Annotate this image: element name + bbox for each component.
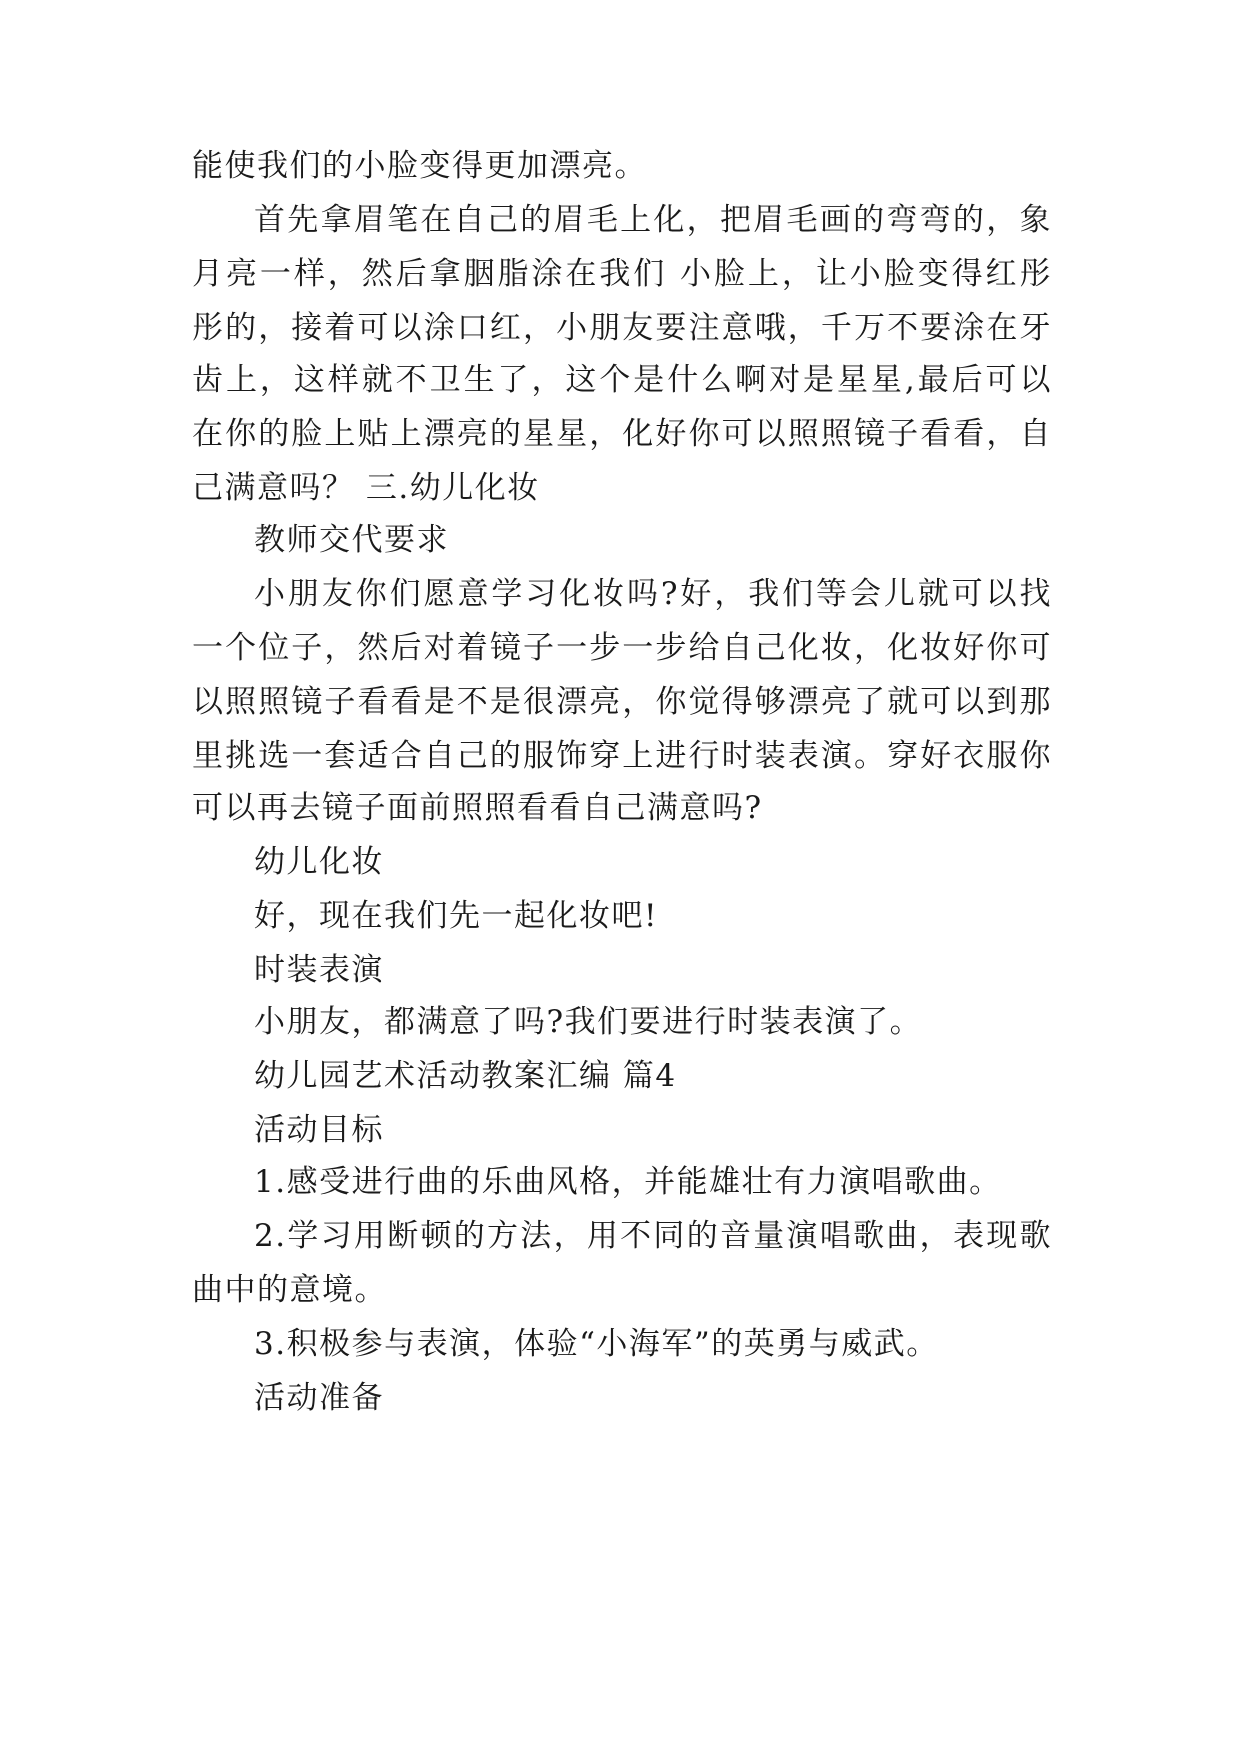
paragraph-line: 小朋友你们愿意学习化妆吗?好，我们等会儿就可以找 <box>254 576 1052 612</box>
text-line: 己满意吗？ 三.幼儿化妆 <box>192 470 540 506</box>
list-item: 1.感受进行曲的乐曲风格，并能雄壮有力演唱歌曲。 <box>254 1164 1002 1200</box>
text-line: 可以再去镜子面前照照看看自己满意吗? <box>192 790 763 826</box>
text-line: 以照照镜子看看是不是很漂亮，你觉得够漂亮了就可以到那 <box>192 684 1052 720</box>
heading-line: 活动准备 <box>254 1380 384 1416</box>
heading-line: 时装表演 <box>254 952 384 988</box>
text-line: 在你的脸上贴上漂亮的星星，化好你可以照照镜子看看，自 <box>192 416 1052 452</box>
paragraph-line: 好，现在我们先一起化妆吧! <box>254 898 658 934</box>
heading-line: 教师交代要求 <box>254 522 449 558</box>
text-line: 彤的，接着可以涂口红，小朋友要注意哦，千万不要涂在牙 <box>192 310 1052 346</box>
section-title: 幼儿园艺术活动教案汇编 篇4 <box>254 1058 677 1094</box>
text-line: 月亮一样，然后拿胭脂涂在我们 小脸上，让小脸变得红彤 <box>192 256 1052 292</box>
list-item: 3.积极参与表演，体验“小海军”的英勇与威武。 <box>254 1326 939 1362</box>
list-item: 2.学习用断顿的方法，用不同的音量演唱歌曲，表现歌 <box>254 1218 1052 1254</box>
text-line: 一个位子，然后对着镜子一步一步给自己化妆，化妆好你可 <box>192 630 1052 666</box>
text-line: 曲中的意境。 <box>192 1272 387 1308</box>
heading-line: 幼儿化妆 <box>254 844 384 880</box>
heading-line: 活动目标 <box>254 1112 384 1148</box>
text-line: 能使我们的小脸变得更加漂亮。 <box>192 148 647 184</box>
paragraph-line: 首先拿眉笔在自己的眉毛上化，把眉毛画的弯弯的，象 <box>254 202 1052 238</box>
text-line: 齿上，这样就不卫生了，这个是什么啊对是星星,最后可以 <box>192 362 1052 398</box>
text-line: 里挑选一套适合自己的服饰穿上进行时装表演。穿好衣服你 <box>192 738 1052 774</box>
paragraph-line: 小朋友，都满意了吗?我们要进行时装表演了。 <box>254 1004 923 1040</box>
